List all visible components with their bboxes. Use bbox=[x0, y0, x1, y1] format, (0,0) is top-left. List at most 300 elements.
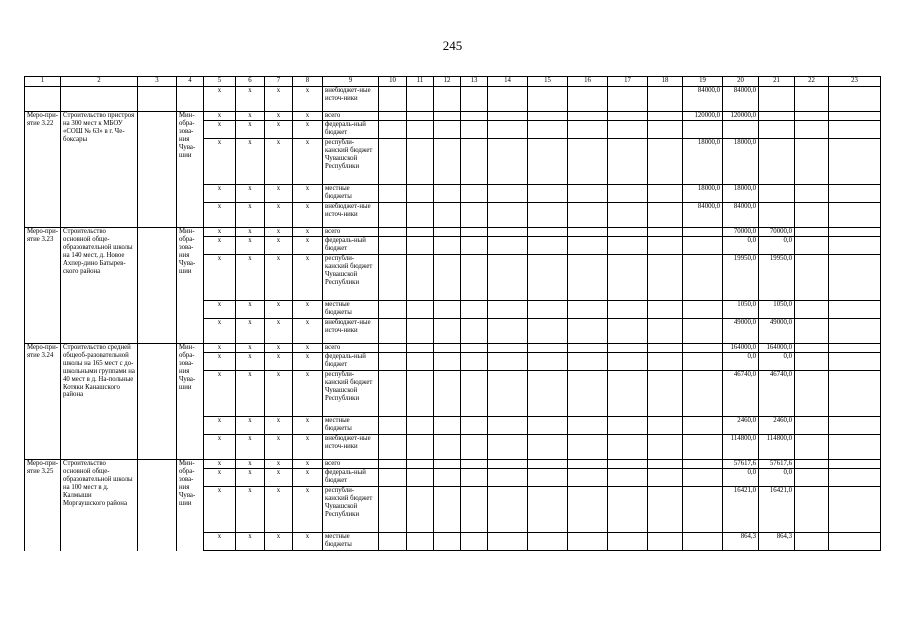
empty-cell bbox=[528, 112, 568, 121]
code-cell: x bbox=[293, 417, 323, 435]
empty-cell bbox=[795, 255, 829, 301]
empty-cell bbox=[488, 139, 528, 185]
empty-cell bbox=[648, 487, 683, 533]
code-cell: x bbox=[204, 319, 236, 344]
funding-source: федераль-ный бюджет bbox=[323, 121, 379, 139]
empty-cell bbox=[407, 435, 434, 460]
empty-cell bbox=[434, 139, 461, 185]
empty-cell bbox=[608, 255, 648, 301]
amount-c19 bbox=[683, 237, 723, 255]
empty-cell bbox=[648, 469, 683, 487]
empty-cell bbox=[568, 255, 608, 301]
empty-cell bbox=[795, 469, 829, 487]
empty-cell bbox=[488, 353, 528, 371]
table-row bbox=[25, 112, 881, 121]
code-cell: x bbox=[265, 344, 293, 353]
measure-name: Строительство основной обще-образовательной школы на 140 мест, д. Новое Ахпер-дино Батырев-ского района bbox=[61, 228, 138, 344]
empty-cell bbox=[407, 255, 434, 301]
funding-source: всего bbox=[323, 112, 379, 121]
empty-cell bbox=[488, 319, 528, 344]
empty-cell bbox=[648, 533, 683, 551]
measure-name bbox=[61, 87, 138, 112]
code-cell: x bbox=[293, 185, 323, 203]
empty-cell bbox=[461, 344, 488, 353]
code-cell: x bbox=[236, 301, 265, 319]
code-cell: x bbox=[236, 371, 265, 417]
code-cell: x bbox=[293, 237, 323, 255]
empty-cell bbox=[379, 435, 407, 460]
measure-col3 bbox=[138, 228, 177, 344]
code-cell: x bbox=[236, 417, 265, 435]
empty-cell bbox=[568, 344, 608, 353]
amount-c19: 18000,0 bbox=[683, 139, 723, 185]
amount-c21 bbox=[759, 121, 795, 139]
amount-c19 bbox=[683, 460, 723, 469]
empty-cell bbox=[407, 344, 434, 353]
empty-cell bbox=[461, 228, 488, 237]
column-number: 17 bbox=[608, 77, 648, 87]
empty-cell bbox=[461, 371, 488, 417]
empty-cell bbox=[795, 460, 829, 469]
empty-cell bbox=[829, 417, 881, 435]
amount-c21: 46740,0 bbox=[759, 371, 795, 417]
empty-cell bbox=[379, 487, 407, 533]
empty-cell bbox=[608, 533, 648, 551]
amount-c19 bbox=[683, 353, 723, 371]
amount-c20: 84000,0 bbox=[723, 87, 759, 112]
empty-cell bbox=[648, 185, 683, 203]
code-cell: x bbox=[204, 87, 236, 112]
empty-cell bbox=[829, 237, 881, 255]
amount-c19: 84000,0 bbox=[683, 203, 723, 228]
amount-c21 bbox=[759, 112, 795, 121]
measure-id: Меро-при-ятие 3.23 bbox=[25, 228, 61, 344]
empty-cell bbox=[568, 487, 608, 533]
empty-cell bbox=[829, 533, 881, 551]
empty-cell bbox=[648, 460, 683, 469]
amount-c19 bbox=[683, 228, 723, 237]
amount-c19 bbox=[683, 301, 723, 319]
code-cell: x bbox=[236, 344, 265, 353]
code-cell: x bbox=[265, 301, 293, 319]
empty-cell bbox=[407, 185, 434, 203]
amount-c21 bbox=[759, 185, 795, 203]
empty-cell bbox=[608, 139, 648, 185]
empty-cell bbox=[379, 87, 407, 112]
empty-cell bbox=[528, 301, 568, 319]
amount-c21 bbox=[759, 139, 795, 185]
empty-cell bbox=[434, 487, 461, 533]
code-cell: x bbox=[204, 185, 236, 203]
amount-c21: 49000,0 bbox=[759, 319, 795, 344]
empty-cell bbox=[608, 319, 648, 344]
empty-cell bbox=[795, 487, 829, 533]
code-cell: x bbox=[236, 237, 265, 255]
empty-cell bbox=[379, 460, 407, 469]
amount-c20: 16421,0 bbox=[723, 487, 759, 533]
measure-id: Меро-при-ятие 3.25 bbox=[25, 460, 61, 551]
empty-cell bbox=[528, 353, 568, 371]
code-cell: x bbox=[204, 228, 236, 237]
amount-c20: 2460,0 bbox=[723, 417, 759, 435]
code-cell: x bbox=[293, 353, 323, 371]
code-cell: x bbox=[265, 203, 293, 228]
empty-cell bbox=[407, 353, 434, 371]
code-cell: x bbox=[265, 87, 293, 112]
code-cell: x bbox=[265, 371, 293, 417]
column-number: 1 bbox=[25, 77, 61, 87]
empty-cell bbox=[461, 87, 488, 112]
empty-cell bbox=[648, 371, 683, 417]
code-cell: x bbox=[236, 185, 265, 203]
empty-cell bbox=[407, 371, 434, 417]
amount-c21: 57617,6 bbox=[759, 460, 795, 469]
empty-cell bbox=[568, 460, 608, 469]
amount-c21: 0,0 bbox=[759, 353, 795, 371]
code-cell: x bbox=[293, 371, 323, 417]
amount-c19: 120000,0 bbox=[683, 112, 723, 121]
funding-source: всего bbox=[323, 228, 379, 237]
empty-cell bbox=[488, 237, 528, 255]
column-number: 11 bbox=[407, 77, 434, 87]
empty-cell bbox=[379, 417, 407, 435]
code-cell: x bbox=[265, 121, 293, 139]
amount-c19 bbox=[683, 371, 723, 417]
code-cell: x bbox=[236, 112, 265, 121]
measure-name: Строительство пристроя на 300 мест к МБОУ «СОШ № 63» в г. Че-боксары bbox=[61, 112, 138, 228]
amount-c21: 0,0 bbox=[759, 237, 795, 255]
column-number: 2 bbox=[61, 77, 138, 87]
empty-cell bbox=[829, 301, 881, 319]
code-cell: x bbox=[236, 487, 265, 533]
funding-source: местные бюджеты bbox=[323, 301, 379, 319]
empty-cell bbox=[434, 533, 461, 551]
funding-source: местные бюджеты bbox=[323, 533, 379, 551]
code-cell: x bbox=[236, 469, 265, 487]
code-cell: x bbox=[236, 139, 265, 185]
empty-cell bbox=[829, 255, 881, 301]
code-cell: x bbox=[204, 344, 236, 353]
code-cell: x bbox=[265, 435, 293, 460]
code-cell: x bbox=[265, 228, 293, 237]
empty-cell bbox=[379, 533, 407, 551]
empty-cell bbox=[461, 417, 488, 435]
code-cell: x bbox=[293, 533, 323, 551]
empty-cell bbox=[568, 435, 608, 460]
empty-cell bbox=[488, 185, 528, 203]
column-number: 15 bbox=[528, 77, 568, 87]
code-cell: x bbox=[293, 435, 323, 460]
empty-cell bbox=[795, 319, 829, 344]
empty-cell bbox=[608, 203, 648, 228]
code-cell: x bbox=[293, 487, 323, 533]
empty-cell bbox=[407, 469, 434, 487]
empty-cell bbox=[568, 237, 608, 255]
empty-cell bbox=[608, 228, 648, 237]
column-number: 8 bbox=[293, 77, 323, 87]
empty-cell bbox=[528, 371, 568, 417]
amount-c20: 864,3 bbox=[723, 533, 759, 551]
code-cell: x bbox=[204, 301, 236, 319]
column-number: 16 bbox=[568, 77, 608, 87]
empty-cell bbox=[568, 353, 608, 371]
empty-cell bbox=[795, 112, 829, 121]
code-cell: x bbox=[236, 460, 265, 469]
amount-c21: 16421,0 bbox=[759, 487, 795, 533]
empty-cell bbox=[434, 460, 461, 469]
empty-cell bbox=[648, 301, 683, 319]
empty-cell bbox=[461, 112, 488, 121]
empty-cell bbox=[795, 87, 829, 112]
empty-cell bbox=[528, 487, 568, 533]
empty-cell bbox=[434, 435, 461, 460]
empty-cell bbox=[648, 139, 683, 185]
empty-cell bbox=[434, 87, 461, 112]
empty-cell bbox=[407, 121, 434, 139]
amount-c19 bbox=[683, 533, 723, 551]
funding-source: республи-канский бюджет Чувашской Республики bbox=[323, 371, 379, 417]
code-cell: x bbox=[204, 112, 236, 121]
empty-cell bbox=[648, 255, 683, 301]
empty-cell bbox=[795, 353, 829, 371]
amount-c19 bbox=[683, 417, 723, 435]
empty-cell bbox=[461, 533, 488, 551]
code-cell: x bbox=[204, 121, 236, 139]
code-cell: x bbox=[293, 301, 323, 319]
measure-col3 bbox=[138, 112, 177, 228]
empty-cell bbox=[795, 371, 829, 417]
empty-cell bbox=[379, 112, 407, 121]
empty-cell bbox=[528, 469, 568, 487]
table-row bbox=[25, 228, 881, 237]
code-cell: x bbox=[204, 203, 236, 228]
empty-cell bbox=[568, 185, 608, 203]
empty-cell bbox=[648, 112, 683, 121]
empty-cell bbox=[608, 353, 648, 371]
column-number: 18 bbox=[648, 77, 683, 87]
measure-executor bbox=[177, 87, 204, 112]
code-cell: x bbox=[293, 87, 323, 112]
empty-cell bbox=[407, 203, 434, 228]
code-cell: x bbox=[293, 344, 323, 353]
empty-cell bbox=[829, 371, 881, 417]
empty-cell bbox=[434, 237, 461, 255]
column-number-row bbox=[25, 77, 881, 87]
amount-c20: 57617,6 bbox=[723, 460, 759, 469]
funding-source: федераль-ный бюджет bbox=[323, 237, 379, 255]
code-cell: x bbox=[204, 237, 236, 255]
measure-id: Меро-при-ятие 3.22 bbox=[25, 112, 61, 228]
column-number: 23 bbox=[829, 77, 881, 87]
empty-cell bbox=[528, 228, 568, 237]
empty-cell bbox=[829, 87, 881, 112]
measure-name: Строительство средней общеоб-разовательной школы на 165 мест с до-школьными группами на 40 мест в д. На-польные Котяки Канашского района bbox=[61, 344, 138, 460]
code-cell: x bbox=[236, 87, 265, 112]
amount-c19 bbox=[683, 344, 723, 353]
amount-c21: 1050,0 bbox=[759, 301, 795, 319]
column-number: 14 bbox=[488, 77, 528, 87]
empty-cell bbox=[461, 203, 488, 228]
empty-cell bbox=[379, 139, 407, 185]
amount-c20: 120000,0 bbox=[723, 112, 759, 121]
empty-cell bbox=[648, 121, 683, 139]
amount-c20: 19950,0 bbox=[723, 255, 759, 301]
empty-cell bbox=[488, 87, 528, 112]
code-cell: x bbox=[204, 460, 236, 469]
funding-source: внебюджет-ные источ-ники bbox=[323, 435, 379, 460]
code-cell: x bbox=[236, 255, 265, 301]
amount-c20 bbox=[723, 121, 759, 139]
code-cell: x bbox=[265, 185, 293, 203]
code-cell: x bbox=[265, 353, 293, 371]
empty-cell bbox=[829, 228, 881, 237]
code-cell: x bbox=[204, 435, 236, 460]
column-number: 3 bbox=[138, 77, 177, 87]
empty-cell bbox=[461, 121, 488, 139]
empty-cell bbox=[488, 487, 528, 533]
empty-cell bbox=[488, 255, 528, 301]
empty-cell bbox=[829, 469, 881, 487]
funding-source: местные бюджеты bbox=[323, 417, 379, 435]
empty-cell bbox=[379, 469, 407, 487]
empty-cell bbox=[608, 185, 648, 203]
empty-cell bbox=[829, 435, 881, 460]
code-cell: x bbox=[265, 255, 293, 301]
code-cell: x bbox=[293, 112, 323, 121]
empty-cell bbox=[608, 460, 648, 469]
column-number: 19 bbox=[683, 77, 723, 87]
empty-cell bbox=[379, 228, 407, 237]
amount-c19: 18000,0 bbox=[683, 185, 723, 203]
empty-cell bbox=[461, 487, 488, 533]
empty-cell bbox=[528, 255, 568, 301]
empty-cell bbox=[379, 353, 407, 371]
column-number: 12 bbox=[434, 77, 461, 87]
empty-cell bbox=[795, 435, 829, 460]
empty-cell bbox=[795, 301, 829, 319]
code-cell: x bbox=[204, 371, 236, 417]
code-cell: x bbox=[265, 417, 293, 435]
empty-cell bbox=[528, 417, 568, 435]
empty-cell bbox=[568, 203, 608, 228]
funding-source: федераль-ный бюджет bbox=[323, 353, 379, 371]
amount-c20: 0,0 bbox=[723, 469, 759, 487]
amount-c21 bbox=[759, 203, 795, 228]
amount-c20: 164000,0 bbox=[723, 344, 759, 353]
empty-cell bbox=[407, 87, 434, 112]
amount-c20: 1050,0 bbox=[723, 301, 759, 319]
empty-cell bbox=[488, 533, 528, 551]
empty-cell bbox=[608, 344, 648, 353]
empty-cell bbox=[407, 487, 434, 533]
empty-cell bbox=[829, 139, 881, 185]
measure-col3 bbox=[138, 344, 177, 460]
funding-source: местные бюджеты bbox=[323, 185, 379, 203]
funding-source: федераль-ный бюджет bbox=[323, 469, 379, 487]
funding-source: всего bbox=[323, 344, 379, 353]
empty-cell bbox=[461, 255, 488, 301]
code-cell: x bbox=[265, 460, 293, 469]
code-cell: x bbox=[204, 533, 236, 551]
empty-cell bbox=[461, 469, 488, 487]
empty-cell bbox=[488, 417, 528, 435]
empty-cell bbox=[648, 417, 683, 435]
empty-cell bbox=[608, 417, 648, 435]
empty-cell bbox=[608, 435, 648, 460]
funding-source: республи-канский бюджет Чувашской Республики bbox=[323, 139, 379, 185]
empty-cell bbox=[528, 319, 568, 344]
page-number: 245 bbox=[442, 38, 463, 53]
empty-cell bbox=[488, 344, 528, 353]
empty-cell bbox=[528, 87, 568, 112]
empty-cell bbox=[568, 121, 608, 139]
amount-c21: 114800,0 bbox=[759, 435, 795, 460]
amount-c20: 84000,0 bbox=[723, 203, 759, 228]
column-number: 22 bbox=[795, 77, 829, 87]
empty-cell bbox=[568, 371, 608, 417]
empty-cell bbox=[568, 533, 608, 551]
empty-cell bbox=[608, 371, 648, 417]
measure-col3 bbox=[138, 460, 177, 551]
amount-c21: 0,0 bbox=[759, 469, 795, 487]
code-cell: x bbox=[236, 435, 265, 460]
empty-cell bbox=[795, 185, 829, 203]
empty-cell bbox=[829, 203, 881, 228]
empty-cell bbox=[407, 533, 434, 551]
measure-name: Строительство основной обще-образовательной школы на 100 мест в д. Калмыши Моргаушского района bbox=[61, 460, 138, 551]
amount-c21: 164000,0 bbox=[759, 344, 795, 353]
empty-cell bbox=[528, 203, 568, 228]
empty-cell bbox=[488, 435, 528, 460]
empty-cell bbox=[795, 417, 829, 435]
empty-cell bbox=[379, 301, 407, 319]
empty-cell bbox=[795, 121, 829, 139]
empty-cell bbox=[488, 112, 528, 121]
empty-cell bbox=[434, 319, 461, 344]
measure-id: Меро-при-ятие 3.24 bbox=[25, 344, 61, 460]
amount-c19 bbox=[683, 435, 723, 460]
empty-cell bbox=[407, 139, 434, 185]
code-cell: x bbox=[293, 460, 323, 469]
empty-cell bbox=[829, 112, 881, 121]
measure-executor: Мин-обра-зова-ния Чува-шии bbox=[177, 460, 204, 551]
amount-c20: 46740,0 bbox=[723, 371, 759, 417]
empty-cell bbox=[434, 353, 461, 371]
empty-cell bbox=[434, 301, 461, 319]
empty-cell bbox=[528, 139, 568, 185]
empty-cell bbox=[829, 353, 881, 371]
funding-source: всего bbox=[323, 460, 379, 469]
empty-cell bbox=[648, 435, 683, 460]
empty-cell bbox=[407, 417, 434, 435]
funding-source: внебюджет-ные источ-ники bbox=[323, 203, 379, 228]
amount-c21: 864,3 bbox=[759, 533, 795, 551]
column-number: 9 bbox=[323, 77, 379, 87]
measure-executor: Мин-обра-зова-ния Чува-шии bbox=[177, 344, 204, 460]
empty-cell bbox=[528, 121, 568, 139]
empty-cell bbox=[488, 301, 528, 319]
column-number: 21 bbox=[759, 77, 795, 87]
amount-c19 bbox=[683, 121, 723, 139]
column-number: 7 bbox=[265, 77, 293, 87]
empty-cell bbox=[434, 255, 461, 301]
empty-cell bbox=[568, 417, 608, 435]
code-cell: x bbox=[293, 121, 323, 139]
empty-cell bbox=[407, 460, 434, 469]
empty-cell bbox=[434, 344, 461, 353]
code-cell: x bbox=[293, 255, 323, 301]
code-cell: x bbox=[204, 469, 236, 487]
